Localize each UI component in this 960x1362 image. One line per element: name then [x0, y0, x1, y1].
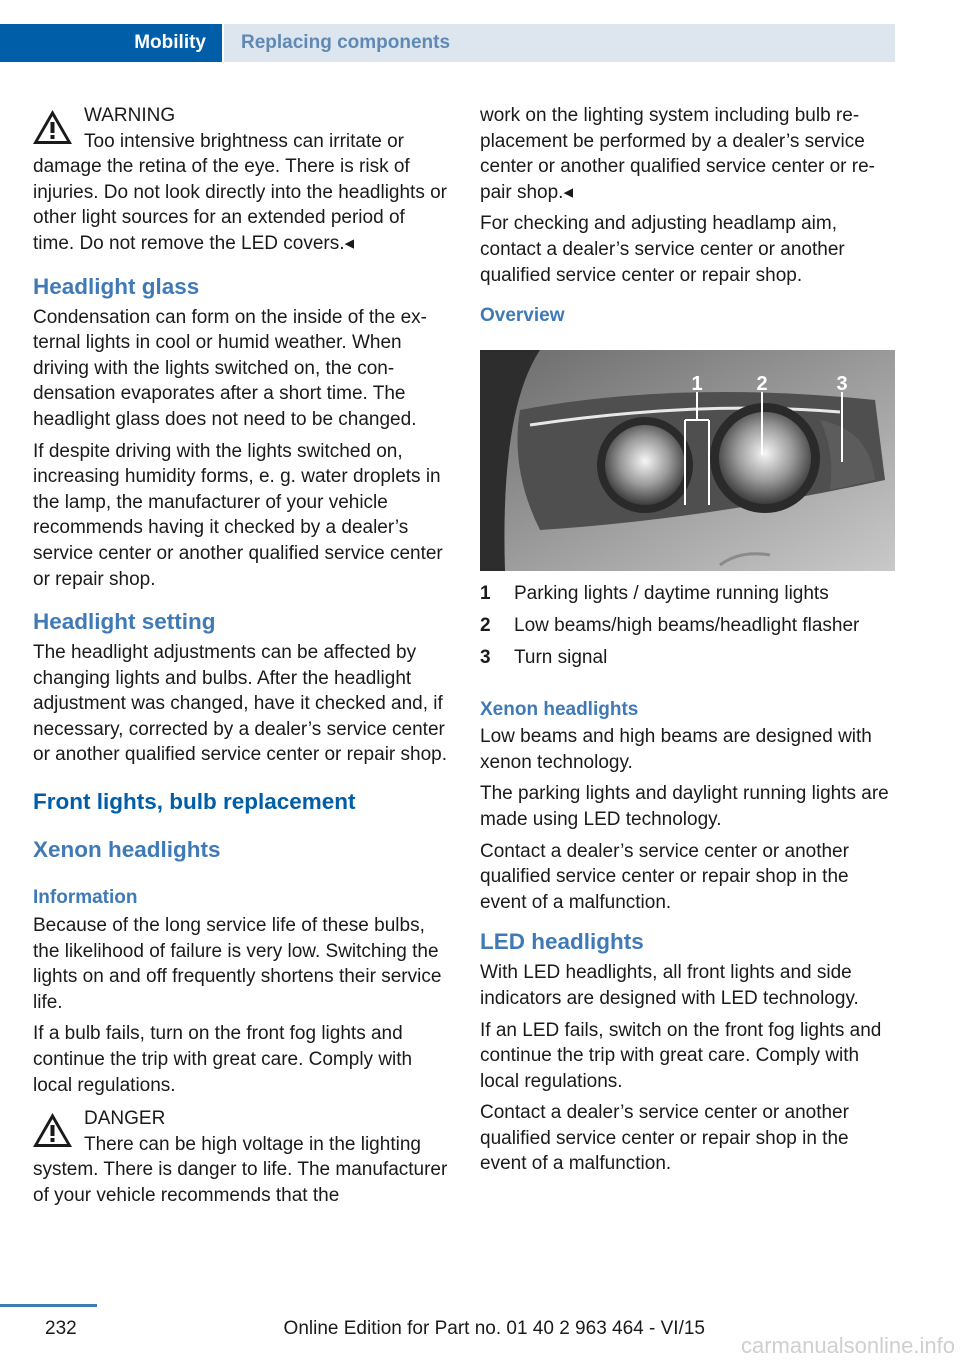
right-column [480, 103, 898, 1183]
heading-led-headlights: LED headlights [480, 929, 644, 955]
page-number: 232 [45, 1318, 77, 1339]
paragraph: The parking lights and daylight running lights are made using LED technology. [480, 783, 889, 830]
paragraph: Low beams and high beams are designed with xenon technology. [480, 726, 872, 773]
paragraph: The headlight adjustments can be affected by changing lights and bulbs. After the headlight adjustment was changed, have it checked and, if necessary, corrected by a dealer’s service center or another qualified service center or repair shop. [33, 642, 448, 766]
legend-text: Turn signal [514, 647, 608, 669]
paragraph: For checking and adjusting headlamp aim, contact a dealer’s service center or another qualified service center or repair shop. [480, 213, 845, 286]
danger-title: DANGER [84, 1108, 166, 1130]
heading-headlight-glass: Headlight glass [33, 273, 200, 299]
page-number-rule [0, 1304, 97, 1307]
left-column [33, 103, 450, 1215]
heading-front-lights: Front lights, bulb replacement [33, 789, 356, 815]
legend-item [480, 581, 898, 613]
legend-number: 1 [480, 583, 491, 605]
header-tabs [0, 24, 895, 62]
legend-text: Parking lights / daytime running lights [514, 583, 829, 605]
figure-legend [480, 581, 898, 677]
heading-headlight-setting: Headlight setting [33, 609, 216, 635]
legend-number: 3 [480, 647, 491, 669]
legend-number: 2 [480, 615, 491, 637]
paragraph: If a bulb fails, turn on the front fog lights and continue the trip with great care. Comply with local regulations. [33, 1023, 413, 1096]
heading-overview: Overview [480, 305, 565, 327]
danger-notice [33, 1106, 450, 1132]
paragraph: If despite driving with the lights switched on, increasing humidity forms, e. g. water droplets in the lamp, the manufacturer of your vehicle recommends having it checked by a dealer’s service center or another qualified service center or repair shop. [33, 440, 443, 590]
paragraph: work on the lighting system including bulb replacement be performed by a dealer’s service center or another qualified service center or repair shop.◂ [480, 105, 875, 203]
paragraph: If an LED fails, switch on the front fog lights and continue the trip with great care. Comply with local regulations. [480, 1019, 882, 1092]
paragraph: Because of the long service life of these bulbs, the likelihood of failure is very low. Switching the lights on and off frequently shortens their service life. [33, 915, 442, 1013]
legend-item [480, 613, 898, 645]
heading-information: Information [33, 887, 138, 909]
tab-mobility[interactable]: Mobility [0, 24, 222, 62]
warning-title: WARNING [84, 105, 176, 126]
danger-body: There can be high voltage in the lighting system. There is danger to life. The manufacturer of your vehicle recommends that the [33, 1133, 448, 1206]
heading-xenon-headlights-right: Xenon headlights [480, 699, 639, 721]
heading-xenon-headlights: Xenon headlights [33, 837, 221, 863]
figure-label-3: 3 [836, 373, 848, 396]
edition-footer: Online Edition for Part no. 01 40 2 963 464 - VI/15 [283, 1318, 705, 1339]
watermark: carmanualsonline.info [740, 1333, 955, 1358]
warning-triangle-icon [33, 110, 72, 144]
tab-replacing-components[interactable]: Replacing components [224, 24, 895, 62]
figure-label-2: 2 [756, 373, 768, 396]
warning-notice [33, 103, 450, 129]
legend-text: Low beams/high beams/headlight flasher [514, 615, 860, 637]
legend-item [480, 645, 898, 677]
paragraph: With LED headlights, all front lights and side indicators are designed with LED technology. [480, 962, 859, 1009]
paragraph: Contact a dealer’s service center or another qualified service center or repair shop in the event of a malfunction. [480, 840, 849, 913]
paragraph: Condensation can form on the inside of the external lights in cool or humid weather. When driving with the lights switched on, the condensation evaporates after a short time. The headlight glass does not need to be changed. [33, 306, 427, 430]
paragraph: Contact a dealer’s service center or another qualified service center or repair shop in the event of a malfunction. [480, 1102, 849, 1175]
warning-triangle-icon [33, 1113, 72, 1147]
warning-body: Too intensive brightness can irritate or damage the retina of the eye. There is risk of injuries. Do not look directly into the headlights or other light sources for an extended period of time. Do not remove the LED covers.◂ [33, 130, 448, 254]
figure-label-1: 1 [691, 373, 703, 396]
headlight-figure [480, 350, 895, 571]
